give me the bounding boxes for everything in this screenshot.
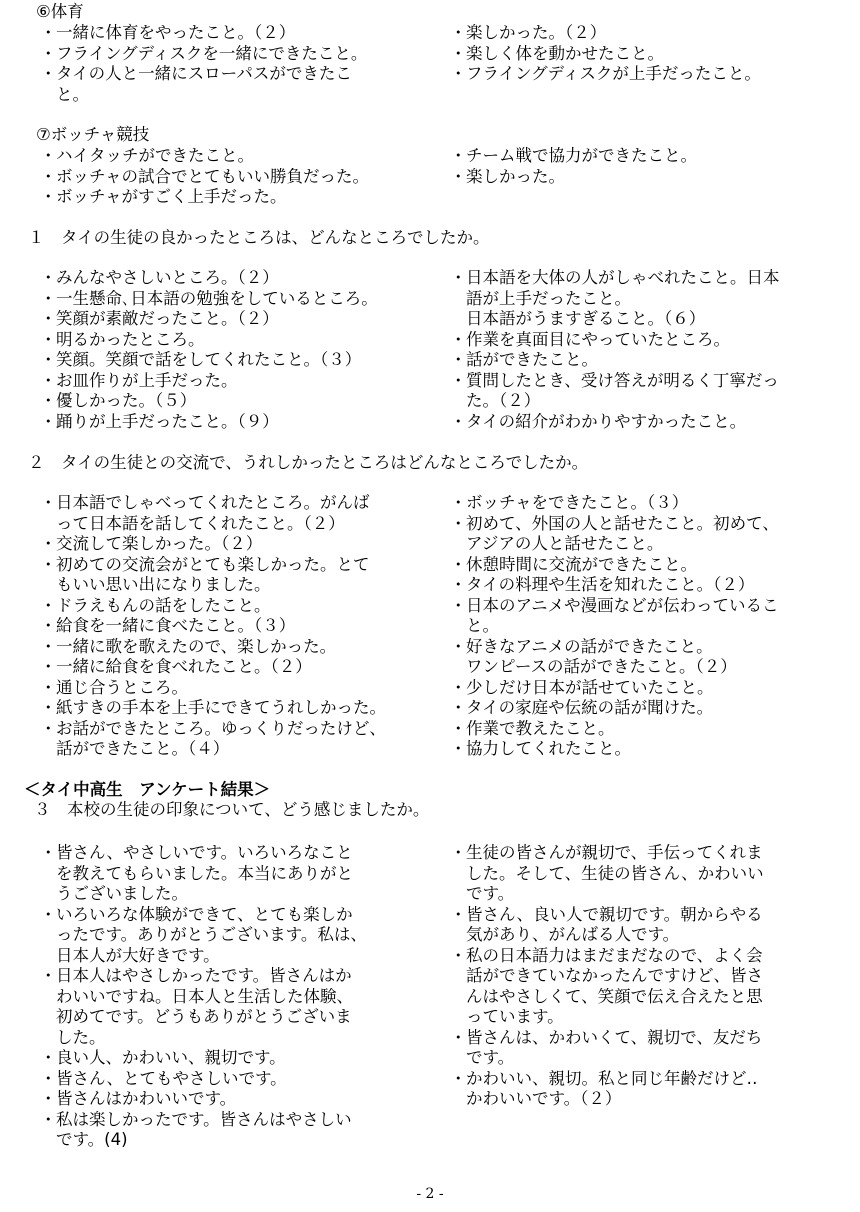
list-item-line: 皆さん、良い人で親切です。朝からやる <box>466 904 763 924</box>
list-item-line: お話ができたところ。ゆっくりだったけど、 <box>56 718 386 738</box>
list-item-line: した。 <box>56 1027 106 1047</box>
bullet-marker: ・ <box>40 1089 57 1108</box>
list-item <box>40 23 440 44</box>
list-item-line: 日本語がうますぎること。（６） <box>466 309 706 328</box>
list-item-line: ワンピースの話ができたこと。（２） <box>466 657 737 676</box>
list-item <box>40 167 440 188</box>
bullet-marker: ・ <box>450 904 467 924</box>
list-item-line: 給食を一緒に食べたこと。（３） <box>56 616 296 635</box>
list-item-line: 私は楽しかったです。皆さんはやさしい <box>56 1109 352 1129</box>
list-item-line: ボッチャをできたこと。（３） <box>466 493 689 512</box>
bullet-marker: ・ <box>450 329 467 349</box>
bullet-marker: ・ <box>40 1109 57 1129</box>
list-item <box>450 1069 840 1110</box>
list-item-line: ドラえもんの話をしたこと。 <box>56 595 271 615</box>
list-item <box>450 268 840 330</box>
bullet-marker: ・ <box>40 309 57 328</box>
list-item-line: もいい思い出になりました。 <box>56 575 271 594</box>
bullet-marker: ・ <box>450 166 467 186</box>
bullet-marker: ・ <box>450 698 467 717</box>
list-item-line: ハイタッチができたこと。 <box>56 146 254 165</box>
bullet-marker: ・ <box>40 23 57 42</box>
section-7-heading: ⑦ボッチャ競技 <box>36 125 150 144</box>
list-item <box>450 1028 840 1069</box>
list-item-line: 休憩時間に交流ができたこと。 <box>466 554 697 574</box>
list-item <box>40 637 440 658</box>
bullet-marker: ・ <box>40 657 57 676</box>
list-item <box>450 905 840 946</box>
list-item <box>40 330 440 351</box>
list-item <box>40 493 440 534</box>
list-item <box>40 719 440 760</box>
bullet-marker: ・ <box>40 616 57 635</box>
list-item-line: 話ができたこと。 <box>466 350 598 369</box>
list-item <box>450 330 840 351</box>
question-3-right-list <box>450 843 840 1110</box>
list-item-line: 一緒に歌を歌えたので、楽しかった。 <box>56 636 337 656</box>
list-item-line: かわいいです。（２） <box>466 1089 622 1108</box>
list-item-line: 紙すきの手本を上手にできてうれしかった。 <box>56 698 386 717</box>
bullet-marker: ・ <box>40 493 57 512</box>
list-item-line: 少しだけ日本が話せていたこと。 <box>466 677 714 697</box>
bullet-marker: ・ <box>450 843 467 862</box>
list-item <box>40 1048 440 1069</box>
bullet-marker: ・ <box>450 146 467 165</box>
list-item-line: 作業を真面目にやっていたところ。 <box>466 329 730 349</box>
list-item-line: 質問したとき、受け答えが明るく丁寧だっ <box>466 370 779 390</box>
bullet-marker: ・ <box>40 391 57 410</box>
question-2-left-list <box>40 493 440 760</box>
bullet-marker: ・ <box>450 718 467 738</box>
list-item <box>40 391 440 412</box>
bullet-marker: ・ <box>450 595 467 615</box>
list-item <box>40 146 440 167</box>
list-item-line: みんなやさしいところ。（２） <box>56 268 279 287</box>
list-item-line: 初めて、外国の人と話せたこと。初めて、 <box>466 513 779 533</box>
bullet-marker: ・ <box>40 1068 57 1088</box>
bullet-marker: ・ <box>40 636 57 656</box>
list-item-line: タイの家庭や伝統の話が聞けた。 <box>466 698 714 717</box>
list-item-line: アジアの人と話せたこと。 <box>466 534 664 553</box>
list-item-line: ボッチャがすごく上手だった。 <box>56 187 287 206</box>
bullet-marker: ・ <box>40 966 57 985</box>
list-item-line: 好きなアニメの話ができたこと。 <box>466 636 713 656</box>
bullet-marker: ・ <box>40 411 57 431</box>
list-item-line: です。(4) <box>56 1130 128 1149</box>
list-item-line: た。（２） <box>466 391 541 410</box>
list-item <box>40 350 440 371</box>
list-item-line: 気があり、がんばる人です。 <box>466 925 680 944</box>
bullet-marker: ・ <box>40 43 57 63</box>
question-3-left-list <box>40 843 440 1151</box>
list-item <box>450 843 840 905</box>
list-item <box>450 493 840 514</box>
bullet-marker: ・ <box>450 1027 467 1047</box>
list-item <box>40 657 440 678</box>
question-1-right-list <box>450 268 840 432</box>
question-2-right-list <box>450 493 840 760</box>
list-item <box>450 64 840 85</box>
list-item <box>450 739 840 760</box>
survey-title: ＜タイ中高生 アンケート結果＞ <box>24 780 271 799</box>
list-item-line: って日本語を話してくれたこと。（２） <box>56 513 345 533</box>
bullet-marker: ・ <box>450 23 467 42</box>
bullet-marker: ・ <box>450 677 467 697</box>
bullet-marker: ・ <box>40 350 57 369</box>
bullet-marker: ・ <box>40 166 57 186</box>
section-6-left-list <box>40 23 440 105</box>
list-item-line: 初めての交流会がとても楽しかった。とて <box>56 554 370 574</box>
list-item <box>40 289 440 310</box>
list-item-line: を教えてもらいました。本当にありがと <box>56 863 353 883</box>
bullet-marker: ・ <box>40 595 57 615</box>
list-item <box>40 555 440 596</box>
section-6-heading: ⑥体育 <box>36 2 84 21</box>
list-item <box>40 1089 440 1110</box>
bullet-marker: ・ <box>450 350 467 369</box>
list-item-line: タイの料理や生活を知れたこと。（２） <box>466 575 755 594</box>
bullet-marker: ・ <box>450 513 467 533</box>
list-item <box>40 534 440 555</box>
list-item <box>40 1069 440 1090</box>
list-item-line: 一緒に給食を食べれたこと。（２） <box>56 657 312 676</box>
list-item-line: 話ができていなかったんですけど、皆さ <box>466 966 763 985</box>
list-item <box>450 946 840 1028</box>
list-item <box>40 843 440 905</box>
list-item-line: ったです。ありがとうございます。私は、 <box>56 925 367 944</box>
bullet-marker: ・ <box>40 843 57 862</box>
list-item-line: 良い人、かわいい、親切です。 <box>56 1048 286 1067</box>
bullet-marker: ・ <box>40 370 57 390</box>
list-item-line: と。 <box>56 84 89 104</box>
list-item-line: 日本語でしゃべってくれたところ。がんば <box>56 493 370 512</box>
list-item-line: 明るかったところ。 <box>56 329 205 349</box>
list-item-line: フライングディスクを一緒にできたこと。 <box>56 43 368 63</box>
list-item-line: 皆さんはかわいいです。 <box>56 1089 237 1108</box>
list-item <box>40 616 440 637</box>
list-item-line: うございました。 <box>56 884 188 903</box>
bullet-marker: ・ <box>40 146 57 165</box>
bullet-marker: ・ <box>40 718 57 738</box>
question-2-heading: ２ タイの生徒との交流で、うれしかったところはどんなところでしたか。 <box>28 453 589 472</box>
list-item-line: 一生懸命､日本語の勉強をしているところ。 <box>56 288 378 308</box>
section-6-right-list <box>450 23 840 85</box>
list-item <box>40 905 440 967</box>
bullet-marker: ・ <box>450 370 467 390</box>
question-3-heading: ３ 本校の生徒の印象について、どう感じましたか。 <box>34 800 430 819</box>
list-item-line: んはやさしくて、笑顔で伝え合えたと思 <box>466 986 763 1006</box>
list-item-line: 生徒の皆さんが親切で、手伝ってくれま <box>466 843 763 862</box>
list-item-line: 皆さんは、かわいくて、親切で、友だち <box>466 1027 763 1047</box>
list-item-line: 語が上手だったこと。 <box>466 288 631 308</box>
page-number: - 2 - <box>416 1186 444 1202</box>
list-item-line: いろいろな体験ができて、とても楽しか <box>56 904 353 924</box>
list-item <box>40 268 440 289</box>
list-item <box>40 412 440 433</box>
list-item <box>40 309 440 330</box>
list-item-line: 日本人はやさしかったです。皆さんはか <box>56 966 352 985</box>
list-item-line: 優しかった。（５） <box>56 391 197 410</box>
list-item <box>40 596 440 617</box>
list-item-line: っています。 <box>466 1007 564 1026</box>
list-item-line: かわいい、親切。私と同じ年齢だけど‥ <box>466 1068 758 1088</box>
list-item <box>40 371 440 392</box>
list-item <box>40 698 440 719</box>
list-item <box>40 187 440 208</box>
list-item-line: 日本のアニメや漫画などが伝わっているこ <box>466 595 779 615</box>
list-item <box>450 698 840 719</box>
bullet-marker: ・ <box>450 43 467 63</box>
list-item-line: ボッチャの試合でとてもいい勝負だった。 <box>56 166 370 186</box>
question-1-heading: １ タイの生徒の良かったところは、どんなところでしたか。 <box>28 228 490 247</box>
list-item-line: です。 <box>466 884 515 903</box>
list-item <box>450 678 840 699</box>
list-item <box>450 44 840 65</box>
bullet-marker: ・ <box>450 493 467 512</box>
list-item-line: 踊りが上手だったこと。（９） <box>56 411 279 431</box>
bullet-marker: ・ <box>40 554 57 574</box>
section-7-left-list <box>40 146 440 208</box>
list-item-line: 楽しく体を動かせたこと。 <box>466 43 664 63</box>
bullet-marker: ・ <box>40 1048 57 1067</box>
list-item <box>40 64 440 105</box>
list-item-line: した。そして、生徒の皆さん、かわいい <box>466 863 764 883</box>
list-item-line: チーム戦で協力ができたこと。 <box>466 146 697 165</box>
list-item-line: です。 <box>466 1048 515 1067</box>
list-item <box>40 1110 440 1151</box>
bullet-marker: ・ <box>450 945 467 965</box>
bullet-marker: ・ <box>40 904 57 924</box>
list-item-line: お皿作りが上手だった。 <box>56 370 238 390</box>
list-item-line: 笑顔。笑顔で話をしてくれたこと。（３） <box>56 350 362 369</box>
list-item-line: 作業で教えたこと。 <box>466 718 615 738</box>
list-item-line: 初めてです。どうもありがとうございま <box>56 1007 352 1026</box>
bullet-marker: ・ <box>40 698 57 717</box>
list-item-line: 楽しかった。 <box>466 166 565 186</box>
bullet-marker: ・ <box>450 739 467 758</box>
list-item-line: 皆さん、やさしいです。いろいろなこと <box>56 843 353 862</box>
list-item-line: 話ができたこと。（４） <box>56 739 230 758</box>
list-item <box>450 637 840 678</box>
list-item-line: 楽しかった。（２） <box>466 23 607 42</box>
list-item <box>450 514 840 555</box>
bullet-marker: ・ <box>40 187 57 206</box>
list-item <box>450 371 840 412</box>
list-item <box>450 575 840 596</box>
list-item <box>40 678 440 699</box>
list-item <box>40 44 440 65</box>
question-1-left-list <box>40 268 440 432</box>
bullet-marker: ・ <box>40 288 57 308</box>
list-item <box>450 596 840 637</box>
list-item <box>450 350 840 371</box>
bullet-marker: ・ <box>450 636 467 656</box>
bullet-marker: ・ <box>40 64 57 83</box>
list-item <box>450 412 840 433</box>
bullet-marker: ・ <box>450 1068 467 1088</box>
list-item-line: 一緒に体育をやったこと。（２） <box>56 23 296 42</box>
list-item <box>450 23 840 44</box>
list-item-line: タイの人と一緒にスローパスができたこ <box>56 64 352 83</box>
bullet-marker: ・ <box>40 329 57 349</box>
list-item-line: 私の日本語力はまだまだなので、よく会 <box>466 945 763 965</box>
bullet-marker: ・ <box>40 677 57 697</box>
list-item <box>450 719 840 740</box>
list-item <box>450 555 840 576</box>
bullet-marker: ・ <box>450 64 467 83</box>
list-item-line: 協力してくれたこと。 <box>466 739 631 758</box>
list-item-line: 通じ合うところ。 <box>56 677 188 697</box>
bullet-marker: ・ <box>40 534 57 553</box>
list-item-line: 日本人が大好きです。 <box>56 945 220 965</box>
section-7-right-list <box>450 146 840 187</box>
list-item <box>450 167 840 188</box>
bullet-marker: ・ <box>450 575 467 594</box>
bullet-marker: ・ <box>450 554 467 574</box>
list-item-line: フライングディスクが上手だったこと。 <box>466 64 761 83</box>
list-item-line: 笑顔が素敵だったこと。（２） <box>56 309 279 328</box>
bullet-marker: ・ <box>450 268 467 287</box>
list-item-line: 日本語を大体の人がしゃべれたこと。日本 <box>466 268 780 287</box>
list-item <box>450 146 840 167</box>
list-item-line: 皆さん、とてもやさしいです。 <box>56 1068 287 1088</box>
list-item <box>40 966 440 1048</box>
bullet-marker: ・ <box>40 268 57 287</box>
bullet-marker: ・ <box>450 411 467 431</box>
list-item-line: わいいですね。日本人と生活した体験、 <box>56 986 353 1006</box>
list-item-line: タイの紹介がわかりやすかったこと。 <box>466 411 747 431</box>
list-item-line: と。 <box>466 616 499 635</box>
list-item-line: 交流して楽しかった。（２） <box>56 534 263 553</box>
